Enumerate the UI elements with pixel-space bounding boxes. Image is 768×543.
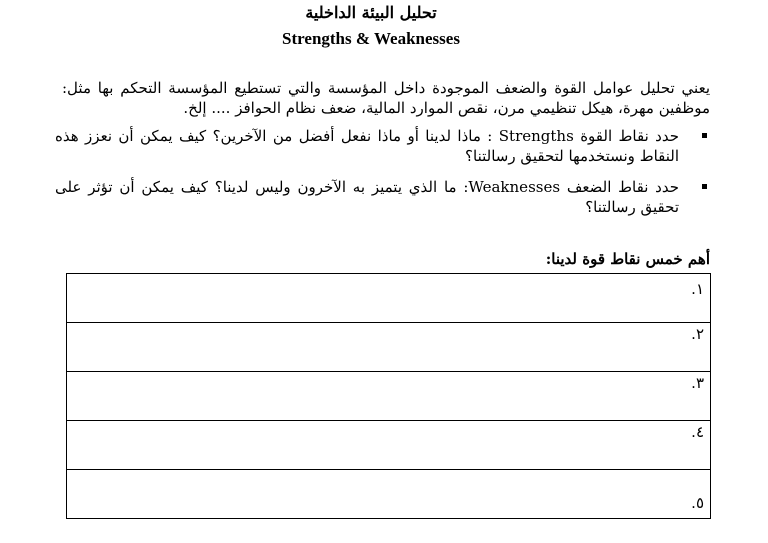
- row-number: ٢.: [691, 325, 704, 343]
- table-row: [67, 274, 711, 323]
- table-cell-2[interactable]: [67, 323, 711, 372]
- row-number: ٤.: [691, 423, 704, 441]
- table-cell-3[interactable]: [67, 372, 711, 421]
- table-heading: أهم خمس نقاط قوة لدينا:: [545, 250, 710, 268]
- table-cell-5[interactable]: [67, 470, 711, 519]
- table-row: [67, 470, 711, 519]
- bullet-weaknesses-text: حدد نقاط الضعف Weaknesses: ما الذي يتميز به الآخرون وليس لدينا؟ كيف يمكن أن تؤثر على تحقيق رسالتنا؟: [55, 178, 679, 216]
- intro-text: يعني تحليل عوامل القوة والضعف الموجودة داخل المؤسسة والتي تستطيع المؤسسة التحكم بها مثل: موظفين مهرة، هيكل تنظيمي مرن، نقص الموارد المالية، ضعف نظام الحوافز .... إلخ.: [62, 79, 710, 117]
- table-cell-4[interactable]: [67, 421, 711, 470]
- bullet-weaknesses: [55, 177, 709, 217]
- table-row: [67, 323, 711, 372]
- bullet-strengths-text: حدد نقاط القوة Strengths : ماذا لدينا أو ماذا نفعل أفضل من الآخرين؟ كيف يمكن أن نعزز هذه النقاط ونستخدمها لتحقيق رسالتنا؟: [55, 127, 679, 165]
- title-arabic: تحليل البيئة الداخلية: [305, 3, 437, 22]
- intro-paragraph: [62, 78, 710, 118]
- title-english: Strengths & Weaknesses: [282, 29, 460, 48]
- table-cell-1[interactable]: [67, 274, 711, 323]
- row-number: ١.: [691, 280, 704, 298]
- bullet-strengths: [55, 126, 709, 166]
- square-bullet-icon: [702, 184, 707, 189]
- row-number: ٥.: [691, 494, 704, 512]
- instructions-list: [55, 126, 709, 228]
- table-row: [67, 421, 711, 470]
- strengths-table: [66, 273, 711, 519]
- row-number: ٣.: [691, 374, 704, 392]
- square-bullet-icon: [702, 133, 707, 138]
- table-row: [67, 372, 711, 421]
